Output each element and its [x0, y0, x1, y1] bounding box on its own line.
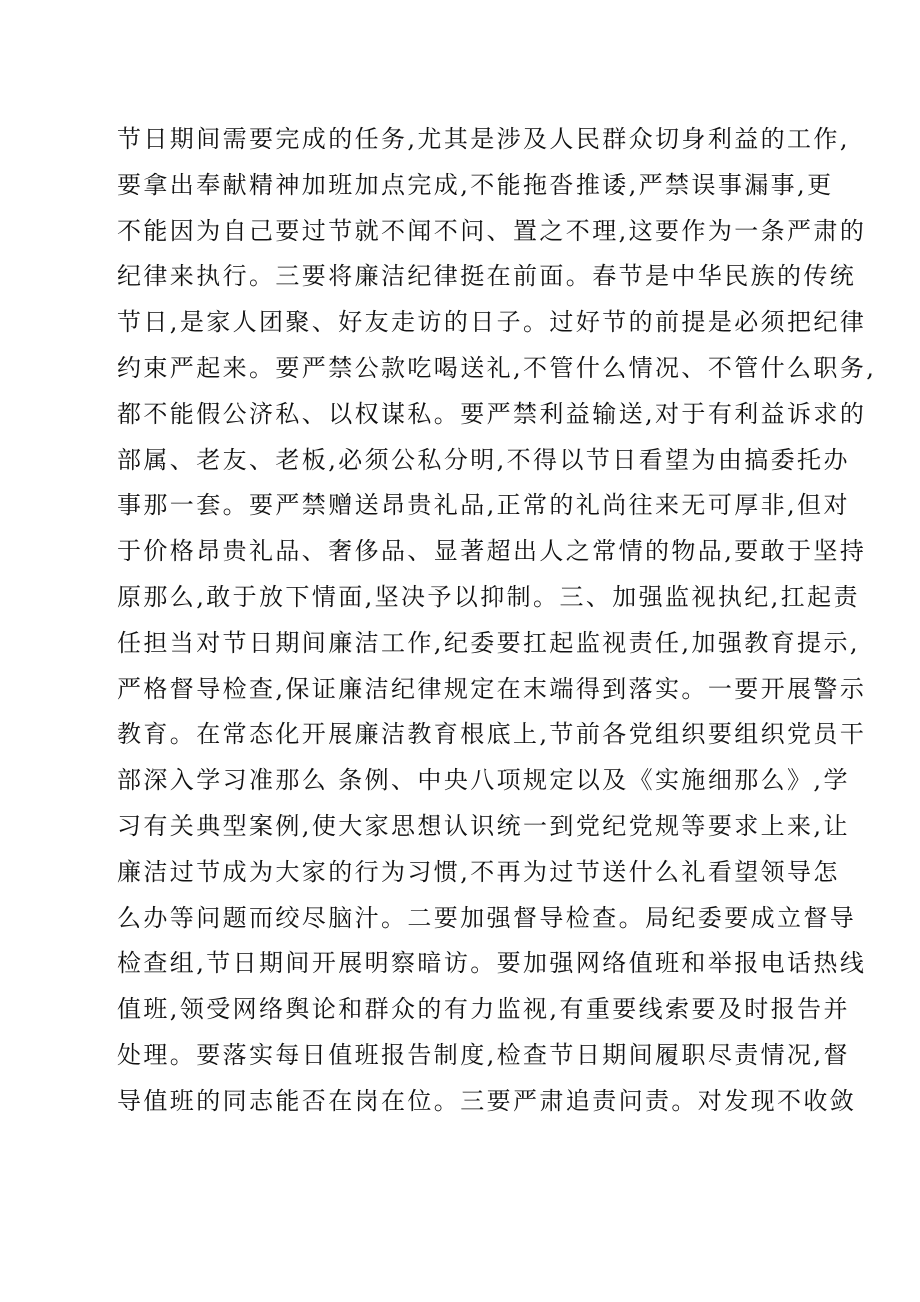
text-line: 教育。在常态化开展廉洁教育根底上,节前各党组织要组织党员干 [117, 720, 867, 749]
text-line: 约束严起来。要严禁公款吃喝送礼,不管什么情况、不管什么职务, [117, 353, 877, 382]
text-line: 于价格昂贵礼品、奢侈品、显著超出人之常情的物品,要敢于坚持 [117, 537, 867, 566]
text-line: 习有关典型案例,使大家思想认识统一到党纪党规等要求上来,让 [117, 811, 850, 840]
text-line: 廉洁过节成为大家的行为习惯,不再为过节送什么礼看望领导怎 [117, 857, 840, 886]
text-line: 不能因为自己要过节就不闻不问、置之不理,这要作为一条严肃的 [117, 216, 867, 245]
text-line: 部属、老友、老板,必须公私分明,不得以节日看望为由搞委托办 [117, 445, 850, 474]
text-line: 要拿出奉献精神加班加点完成,不能拖沓推诿,严禁误事漏事,更 [117, 170, 834, 199]
text-line: 么办等问题而绞尽脑汁。二要加强督导检查。局纪委要成立督导 [117, 903, 857, 932]
text-line: 任担当对节日期间廉洁工作,纪委要扛起监视责任,加强教育提示, [117, 628, 860, 657]
body-text [117, 117, 877, 1125]
text-line: 纪律来执行。三要将廉洁纪律挺在前面。春节是中华民族的传统 [117, 262, 857, 291]
text-line: 处理。要落实每日值班报告制度,检查节日期间履职尽责情况,督 [117, 1040, 850, 1069]
text-line: 检查组,节日期间开展明察暗访。要加强网络值班和举报电话热线 [117, 949, 867, 978]
text-line: 严格督导检查,保证廉洁纪律规定在末端得到落实。一要开展警示 [117, 674, 867, 703]
text-line: 值班,领受网络舆论和群众的有力监视,有重要线索要及时报告并 [117, 995, 850, 1024]
text-line: 都不能假公济私、以权谋私。要严禁利益输送,对于有利益诉求的 [117, 399, 867, 428]
text-line: 原那么,敢于放下情面,坚决予以抑制。三、加强监视执纪,扛起责 [117, 582, 860, 611]
text-line: 节日,是家人团聚、好友走访的日子。过好节的前提是必须把纪律 [117, 308, 867, 337]
text-line: 导值班的同志能否在岗在位。三要严肃追责问责。对发现不收敛 [117, 1086, 857, 1115]
text-line: 事那一套。要严禁赠送昂贵礼品,正常的礼尚往来无可厚非,但对 [117, 491, 850, 520]
text-line: 部深入学习准那么 条例、中央八项规定以及《实施细那么》,学 [117, 766, 850, 795]
text-line: 节日期间需要完成的任务,尤其是涉及人民群众切身利益的工作, [117, 125, 850, 153]
